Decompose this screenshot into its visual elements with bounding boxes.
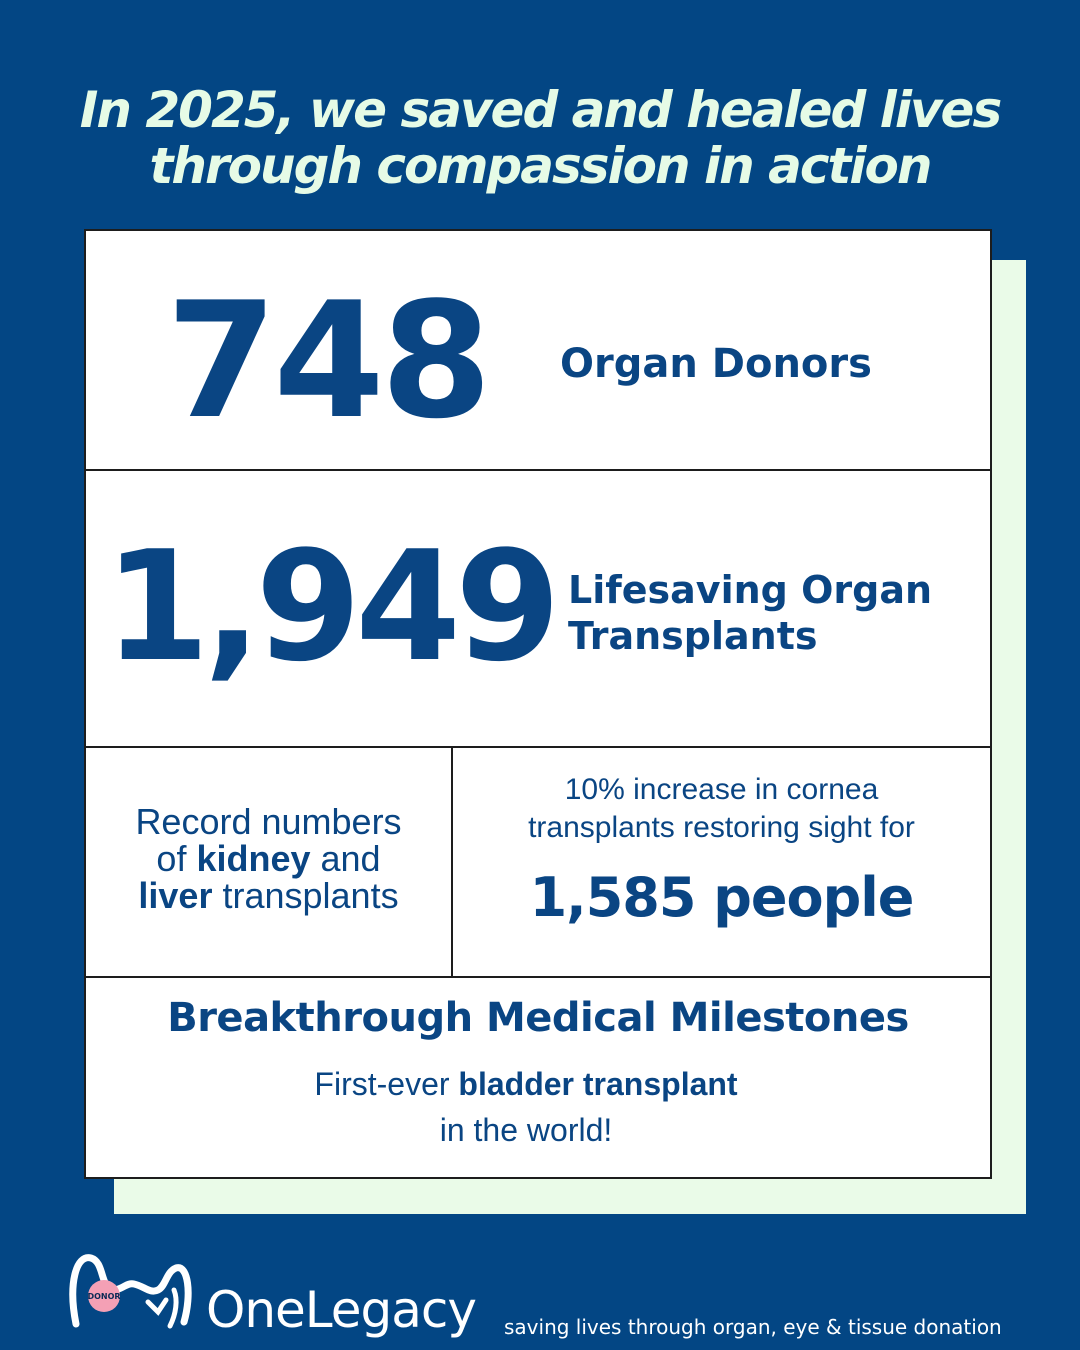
- record-kidney: kidney: [196, 838, 311, 879]
- cornea-line-1: 10% increase in cornea: [564, 773, 879, 806]
- headline: [0, 82, 1080, 194]
- milestones-prefix: First-ever: [314, 1066, 459, 1102]
- brand-name: OneLegacy: [206, 1281, 477, 1339]
- milestones-row: [86, 976, 990, 1177]
- record-text: [86, 803, 451, 914]
- transplants-row: [86, 469, 990, 748]
- cornea-people: 1,585 people: [529, 866, 914, 929]
- transplants-label-line-2: Transplants: [568, 614, 818, 658]
- transplants-label: [568, 567, 932, 659]
- cornea-text: [453, 771, 990, 847]
- headline-line-2: through compassion in action: [149, 137, 931, 195]
- footer: [0, 1240, 1080, 1350]
- split-row: [86, 746, 990, 978]
- tagline: saving lives through organ, eye & tissue donation: [504, 1315, 1002, 1339]
- cornea-cell: [453, 746, 990, 976]
- milestones-bold: bladder transplant: [458, 1066, 738, 1102]
- donors-label: Organ Donors: [560, 341, 872, 387]
- headline-line-1: In 2025, we saved and healed lives: [79, 81, 1001, 139]
- donor-badge-text: DONOR: [87, 1292, 121, 1301]
- onelegacy-logo-icon: [66, 1244, 196, 1344]
- record-line-2: [86, 840, 451, 877]
- milestones-text: [226, 1061, 826, 1153]
- record-line-3: [86, 877, 451, 914]
- record-liver: liver: [138, 875, 213, 916]
- donors-row: [86, 231, 990, 471]
- record-cell: [86, 746, 453, 976]
- transplants-label-line-1: Lifesaving Organ: [568, 568, 933, 612]
- cornea-line-2: transplants restoring sight for: [528, 811, 915, 844]
- record-line-1: Record numbers: [135, 801, 402, 842]
- record-of: of: [156, 838, 197, 879]
- donors-number: 748: [166, 267, 488, 454]
- milestones-line-1: [226, 1061, 826, 1107]
- milestones-title: Breakthrough Medical Milestones: [167, 995, 909, 1041]
- record-and: and: [310, 838, 381, 879]
- stats-card: [84, 229, 992, 1179]
- milestones-line-2: in the world!: [439, 1112, 613, 1148]
- transplants-number: 1,949: [104, 518, 555, 695]
- record-transplants: transplants: [212, 875, 399, 916]
